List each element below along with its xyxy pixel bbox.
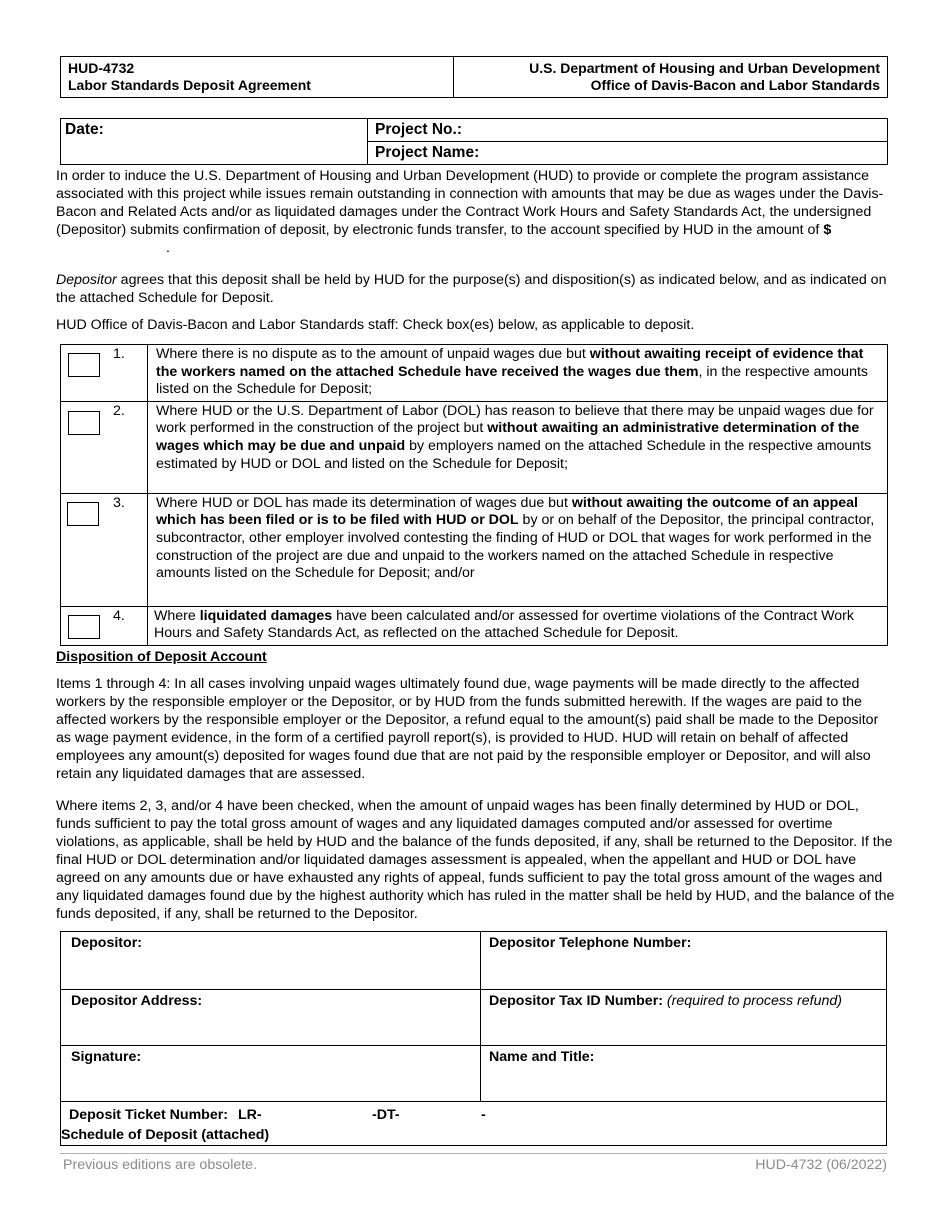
disposition-paragraph-2: Where items 2, 3, and/or 4 have been checked, when the amount of unpaid wages has been finally determined by HUD or DOL, funds sufficient to pay the total gross amount of wages and any liquidated damages computed and/or assessed for overtime violations, as applicable, shall be held by HUD and the balance of the funds deposited, if any, shall be returned to the Depositor. If the final HUD or DOL determination and/or liquidated damages assessment is appealed, when the appellant and HUD or DOL have agreed on any amounts due or have exhausted any rights of appeal, funds sufficient to pay the total gross amount of the wages and any liquidated damages found due by the highest authority which has ruled in the matter shall be held by HUD, and the balance of the funds deposited, if any, shall be returned to the Depositor. [56,798,895,922]
purpose-item-2-checkbox[interactable] [68,411,100,435]
purpose-item-4 [61,606,888,645]
footer-obsolete-note: Previous editions are obsolete. [63,1157,258,1173]
telephone-label: Depositor Telephone Number: [489,935,692,951]
disposition-paragraph-1: Items 1 through 4: In all cases involving unpaid wages ultimately found due, wage payments will be made directly to the affected workers by the responsible employer or the Depositor, or by HUD from the funds submitted herewith. If the wages are paid to the affected workers by the responsible employer or the Depositor, a refund equal to the amount(s) paid shall be made to the Depositor as wage payment evidence, in the form of a certified payroll report(s), is provided to HUD. HUD will retain on behalf of affected employees any amount(s) deposited for wages found due that are not paid by the responsible employer or Depositor, and will also retain any liquidated damages that are assessed. [56,676,879,782]
tax-id-label: Depositor Tax ID Number: [489,993,663,1009]
tax-id-field[interactable] [481,990,887,1046]
project-no-field[interactable] [368,119,888,142]
purpose-item-3-checkbox-cell [61,493,148,606]
purpose-item-3-text-c: by or on behalf of the Depositor, the principal contractor, subcontractor, other employer involved contesting the finding of HUD or DOL that wages for work performed in the construction of the project are due and unpaid to the workers named on the attached Schedule in respective amounts listed on the Schedule for Deposit; and/or [156,512,875,582]
purpose-item-3-text-a: Where HUD or DOL has made its determination of wages due but [156,494,572,511]
schedule-label: Schedule of Deposit (attached) [61,1127,270,1143]
form-title: Labor Standards Deposit Agreement [68,77,311,93]
address-label: Depositor Address: [71,993,203,1009]
depositor-label: Depositor: [71,935,142,951]
ticket-lr: LR- [237,1107,262,1123]
purpose-item-4-text-c: have been calculated and/or assessed for overtime violations of the Contract Work Hours and Safety Standards Act, as reflected on the attached Schedule for Deposit. [154,607,854,642]
department-name: U.S. Department of Housing and Urban Development [529,60,880,76]
intro-paragraph [56,167,896,257]
depositor-agreement-paragraph [56,271,896,307]
form-header [60,56,888,98]
tax-id-note: (required to process refund) [666,993,842,1009]
address-field[interactable] [61,990,481,1046]
name-title-field[interactable] [481,1046,887,1102]
project-name-field[interactable] [368,142,888,165]
signature-label: Signature: [71,1049,142,1065]
ticket-label: Deposit Ticket Number: [69,1107,228,1123]
depositor-agreement-text: agrees that this deposit shall be held by HUD for the purpose(s) and disposition(s) as indicated below, and as indicated on the attached Schedule for Deposit. [56,272,887,306]
purpose-item-2-text [148,401,888,493]
purpose-item-3-number: 3. [113,494,125,511]
amount-period: . [166,240,170,256]
project-name-label: Project Name: [375,144,480,161]
ticket-dash: - [481,1107,486,1123]
purpose-item-2 [61,401,888,493]
purpose-item-1-text-a: Where there is no dispute as to the amount of unpaid wages due but [156,346,590,362]
ticket-dt: -DT- [372,1107,400,1123]
purpose-item-1-checkbox-cell [61,345,148,402]
footer-divider [60,1153,887,1154]
telephone-field[interactable] [481,932,887,990]
purpose-item-1-checkbox[interactable] [68,353,100,377]
form-id-cell [61,57,454,98]
form-id: HUD-4732 [68,60,135,76]
purpose-item-4-text [148,606,888,645]
purpose-item-4-text-bold: liquidated damages [199,607,333,624]
agency-cell [454,57,888,98]
name-title-label: Name and Title: [489,1049,595,1065]
purpose-item-1-text-c: , in the respective amounts listed on the Schedule for Deposit; [156,363,869,398]
project-no-label: Project No.: [375,121,462,138]
purpose-item-1-number: 1. [113,346,125,362]
signature-field[interactable] [61,1046,481,1102]
purpose-item-2-text-bold: without awaiting an administrative determination of the wages which may be due and unpaid [156,420,860,454]
purpose-item-4-text-a: Where [154,607,200,624]
purpose-item-4-checkbox-cell [61,606,148,645]
purpose-item-4-number: 4. [113,607,125,624]
deposit-purpose-table [60,344,888,646]
footer-form-version: HUD-4732 (06/2022) [755,1157,887,1173]
purpose-item-2-number: 2. [113,402,125,419]
date-field[interactable] [61,119,368,165]
purpose-item-1-text [148,345,888,402]
purpose-item-3-text-bold: without awaiting the outcome of an appeal which has been filed or is to be filed with HUD or DOL [156,494,858,529]
purpose-item-3-text [148,493,888,606]
office-name: Office of Davis-Bacon and Labor Standards [590,77,880,93]
purpose-item-3 [61,493,888,606]
depositor-info-table [60,931,887,1146]
purpose-item-1-text-bold: without awaiting receipt of evidence that the workers named on the attached Schedule have received the wages due them [156,346,864,380]
amount-dollar-sign: $ [823,222,832,238]
intro-text: In order to induce the U.S. Department of Housing and Urban Development (HUD) to provide or complete the program assistance associated with this project while issues remain outstanding in connection with amounts that may be due as wages under the Davis-Bacon and Related Acts and/or as liquidated damages under the Contract Work Hours and Safety Standards Act, the undersigned (Depositor) submits confirmation of deposit, by electronic funds transfer, to the account specified by HUD in the amount of [56,168,884,238]
purpose-item-4-checkbox[interactable] [68,615,100,639]
purpose-item-2-checkbox-cell [61,401,148,493]
depositor-italic: Depositor [56,272,117,288]
depositor-field[interactable] [61,932,481,990]
project-info-table [60,118,888,165]
purpose-item-2-text-a: Where HUD or the U.S. Department of Labor (DOL) has reason to believe that there may be unpaid wages due for work performed in the construction of the project but [156,402,874,437]
purpose-item-1 [61,345,888,402]
purpose-item-3-checkbox[interactable] [67,502,99,526]
purpose-item-2-text-c: by employers named on the attached Schedule in the respective amounts estimated by HUD or DOL and listed on the Schedule for Deposit; [156,437,872,472]
date-label: Date: [65,121,104,138]
disposition-heading: Disposition of Deposit Account [56,649,267,665]
staff-instruction: HUD Office of Davis-Bacon and Labor Standards staff: Check box(es) below, as applicable to deposit. [56,317,695,333]
